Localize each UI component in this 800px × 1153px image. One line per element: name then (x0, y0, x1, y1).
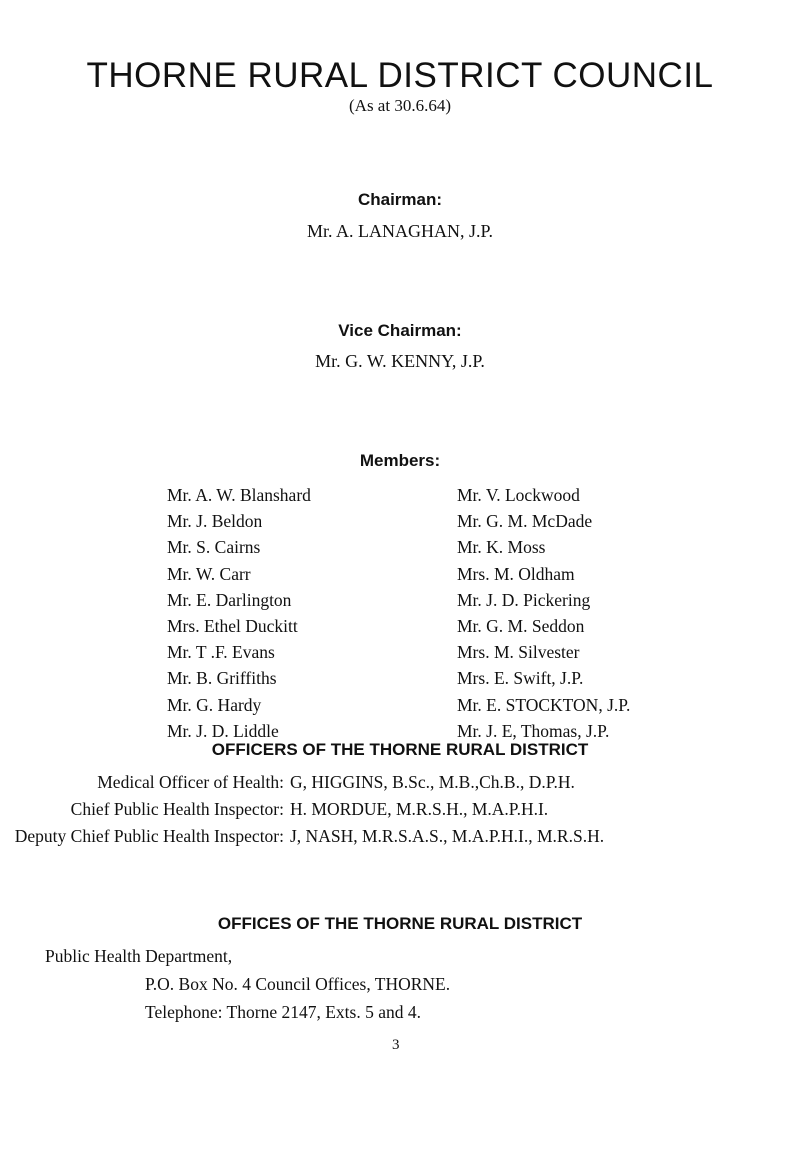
office-address-line: Public Health Department, (45, 946, 233, 966)
member-item: Mr. S. Cairns (167, 537, 261, 558)
member-item: Mrs. M. Oldham (457, 563, 575, 584)
member-item: Mrs. M. Silvester (457, 642, 580, 663)
members-list-left (167, 482, 311, 744)
member-item: Mr. G. M. Seddon (457, 615, 585, 636)
member-item: Mr. W. Carr (167, 563, 251, 584)
vice-chairman-name: Mr. G. W. KENNY, J.P. (315, 351, 485, 371)
member-item: Mr. A. W. Blanshard (167, 485, 311, 505)
officer-name: H. MORDUE, M.R.S.H., M.A.P.H.I. (290, 799, 549, 819)
member-item: Mrs. E. Swift, J.P. (457, 668, 584, 689)
member-item: Mr. G. Hardy (167, 694, 262, 715)
members-list-right (457, 482, 630, 744)
chairman-label: Chairman: (357, 190, 443, 209)
member-item: Mr. J. E, Thomas, J.P. (457, 720, 610, 741)
member-item: Mrs. Ethel Duckitt (167, 615, 298, 636)
member-item: Mr. B. Griffiths (167, 668, 277, 689)
member-item: Mr. E. Darlington (167, 589, 292, 610)
member-item: Mr. J. Beldon (167, 511, 263, 532)
chairman-name: Mr. A. LANAGHAN, J.P. (306, 221, 494, 241)
officer-row (0, 799, 800, 826)
member-item: Mr. G. M. McDade (457, 511, 593, 532)
office-address-line: P.O. Box No. 4 Council Offices, THORNE. (145, 974, 451, 994)
officer-row (0, 826, 800, 853)
officer-role: Medical Officer of Health: (97, 772, 284, 792)
officer-role: Deputy Chief Public Health Inspector: (14, 826, 284, 846)
member-item: Mr. K. Moss (457, 537, 546, 558)
officer-name: G, HIGGINS, B.Sc., M.B.,Ch.B., D.P.H. (290, 772, 575, 792)
member-item: Mr. E. STOCKTON, J.P. (457, 694, 631, 715)
office-telephone-line: Telephone: Thorne 2147, Exts. 5 and 4. (145, 1002, 421, 1022)
member-item: Mr. T .F. Evans (167, 642, 275, 663)
officer-row (0, 772, 800, 799)
members-label: Members: (359, 451, 441, 470)
page-number: 3 (392, 1037, 400, 1053)
vice-chairman-label: Vice Chairman: (338, 321, 462, 340)
member-item: Mr. J. D. Liddle (167, 720, 279, 741)
officers-heading: OFFICERS OF THE THORNE RURAL DISTRICT (211, 740, 589, 759)
member-item: Mr. J. D. Pickering (457, 589, 591, 610)
officer-name: J, NASH, M.R.S.A.S., M.A.P.H.I., M.R.S.H. (290, 826, 605, 846)
officer-role: Chief Public Health Inspector: (70, 799, 284, 819)
as-at-date: (As at 30.6.64) (349, 96, 451, 115)
offices-heading: OFFICES OF THE THORNE RURAL DISTRICT (217, 914, 583, 933)
member-item: Mr. V. Lockwood (457, 485, 580, 505)
council-title: THORNE RURAL DISTRICT COUNCIL (86, 56, 714, 95)
officers-list (0, 772, 800, 853)
